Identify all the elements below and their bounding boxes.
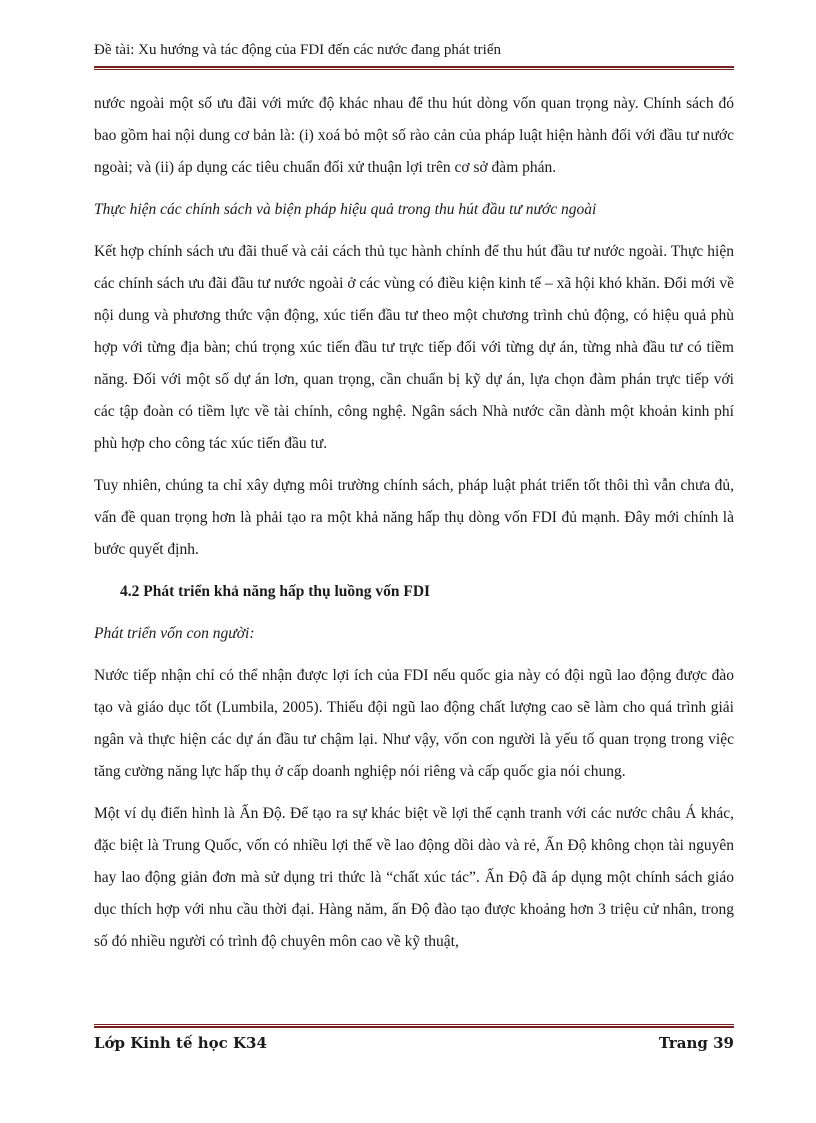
paragraph-5: Một ví dụ điển hình là Ấn Độ. Để tạo ra sự khác biệt về lợi thế cạnh tranh với các nước châu Á khác, đặc biệt là Trung Quốc, vốn có nhiều lợi thế về lao động dồi dào và rẻ, Ấn Độ không chọn tài nguyên hay lao động giản đơn mà sử dụng tri thức là “chất xúc tác”. Ấn Độ đã áp dụng một chính sách giáo dục thích hợp với nhu cầu thời đại. Hàng năm, ấn Độ đào tạo được khoảng hơn 3 triệu cử nhân, trong số đó nhiều người có trình độ chuyên môn cao về kỹ thuật, <box>94 805 734 950</box>
footer-page-number: Trang 39 <box>658 1034 734 1052</box>
footer-class-name: Lớp Kinh tế học K34 <box>94 1034 267 1052</box>
page-header-title: Đề tài: Xu hướng và tác động của FDI đến các nước đang phát triển <box>94 42 501 58</box>
paragraph-1: nước ngoài một số ưu đãi với mức độ khác nhau để thu hút dòng vốn quan trọng này. Chính sách đó bao gồm hai nội dung cơ bản là: (i) xoá bỏ một số rào cản của pháp luật hiện hành đối với đầu tư nước ngoài; và (ii) áp dụng các tiêu chuẩn đối xử thuận lợi trên cơ sở đàm phán. <box>94 95 734 176</box>
italic-subheading-2: Phát triển vốn con người: <box>94 625 255 642</box>
paragraph-2: Kết hợp chính sách ưu đãi thuế và cải cách thủ tục hành chính để thu hút đầu tư nước ngoài. Thực hiện các chính sách ưu đãi đầu tư nước ngoài ở các vùng có điều kiện kinh tế – xã hội khó khăn. Đổi mới về nội dung và phương thức vận động, xúc tiến đầu tư theo một chương trình chủ động, có hiệu quả phù hợp với từng địa bàn; chú trọng xúc tiến đầu tư trực tiếp đối với từng dự án, từng nhà đầu tư có tiềm năng. Đối với một số dự án lơn, quan trọng, cần chuẩn bị kỹ dự án, lựa chọn đàm phán trực tiếp với các tập đoàn có tiềm lực về tài chính, công nghệ. Ngân sách Nhà nước cần dành một khoản kinh phí phù hợp cho công tác xúc tiến đầu tư. <box>94 243 734 452</box>
section-heading: 4.2 Phát triển khả năng hấp thụ luồng vốn FDI <box>120 583 431 600</box>
footer-divider <box>94 1024 734 1028</box>
italic-subheading-1: Thực hiện các chính sách và biện pháp hiệu quả trong thu hút đầu tư nước ngoài <box>94 201 597 218</box>
document-body <box>94 88 734 958</box>
paragraph-3: Tuy nhiên, chúng ta chỉ xây dựng môi trường chính sách, pháp luật phát triển tốt thôi thì vẫn chưa đủ, vấn đề quan trọng hơn là phải tạo ra một khả năng hấp thụ dòng vốn FDI đủ mạnh. Đây mới chính là bước quyết định. <box>94 477 734 558</box>
paragraph-4: Nước tiếp nhận chỉ có thể nhận được lợi ích của FDI nếu quốc gia này có đội ngũ lao động được đào tạo và giáo dục tốt (Lumbila, 2005). Thiếu đội ngũ lao động chất lượng cao sẽ làm cho quá trình giải ngân và thực hiện các dự án đầu tư chậm lại. Như vậy, vốn con người là yếu tố quan trọng trong việc tăng cường năng lực hấp thụ ở cấp doanh nghiệp nói riêng và cấp quốc gia nói chung. <box>94 667 734 780</box>
header-divider <box>94 66 734 70</box>
